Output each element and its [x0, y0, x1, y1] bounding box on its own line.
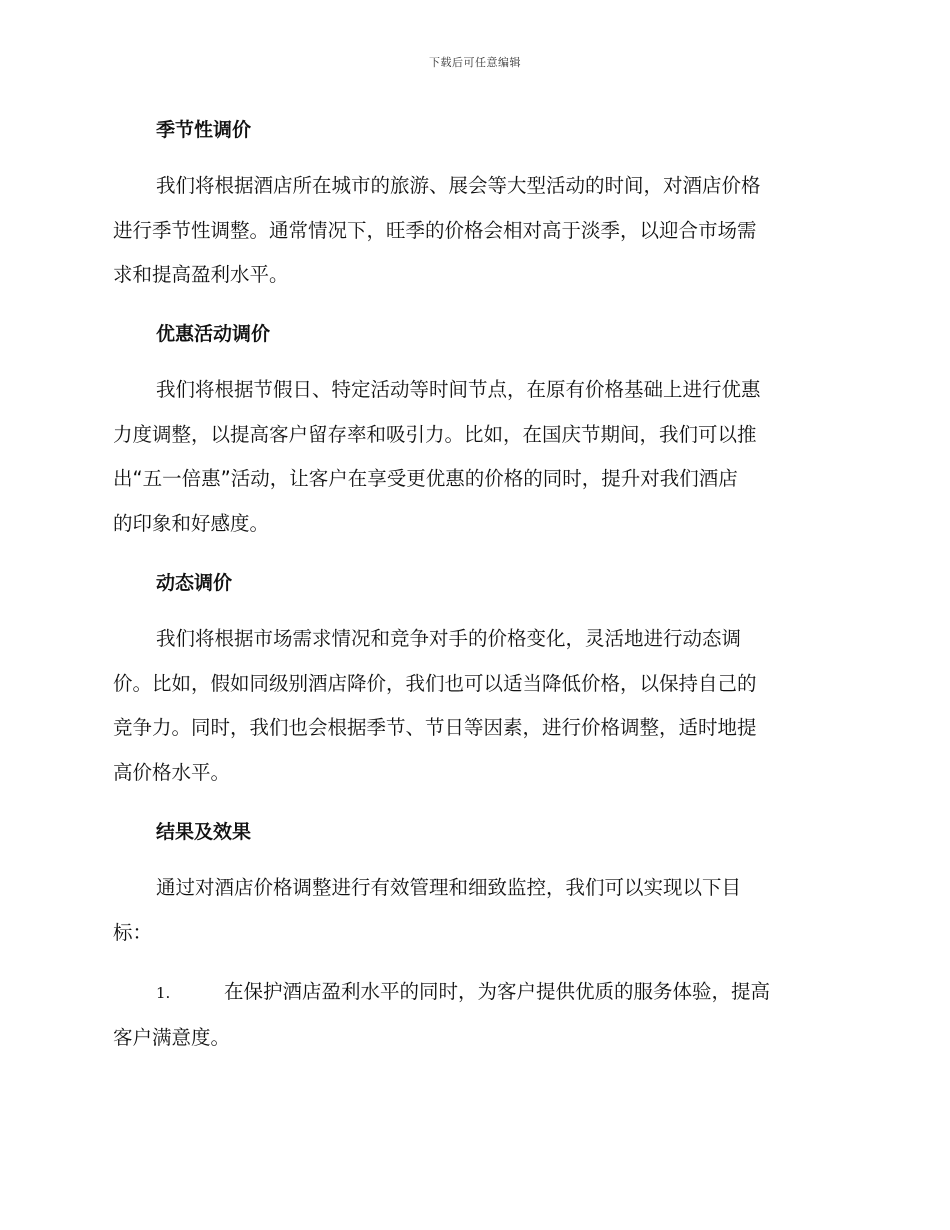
list-item-line: 客户满意度。 [113, 1025, 231, 1049]
paragraph-line: 我们将根据节假日、特定活动等时间节点，在原有价格基础上进行优惠 [156, 378, 761, 401]
list-item-text: 在保护酒店盈利水平的同时，为客户提供优质的服务体验，提高 [224, 980, 771, 1003]
paragraph-line: 力度调整，以提高客户留存率和吸引力。比如，在国庆节期间，我们可以推 [113, 422, 757, 446]
paragraph-line: 进行季节性调整。通常情况下，旺季的价格会相对高于淡季，以迎合市场需 [113, 218, 757, 242]
paragraph-line: 通过对酒店价格调整进行有效管理和细致监控，我们可以实现以下目 [156, 876, 742, 899]
section-paragraph-promotion [113, 368, 833, 546]
paragraph-line: 我们将根据酒店所在城市的旅游、展会等大型活动的时间，对酒店价格 [156, 174, 761, 197]
section-paragraph-dynamic [113, 617, 833, 795]
paragraph-line: 高价格水平。 [113, 760, 231, 784]
paragraph-line: 出“五一倍惠”活动，让客户在享受更优惠的价格的同时，提升对我们酒店 [113, 467, 738, 490]
section-heading-promotion: 优惠活动调价 [156, 323, 271, 345]
list-item-number: 1. [156, 984, 171, 1002]
section-heading-seasonal: 季节性调价 [156, 119, 252, 141]
section-paragraph-results [113, 866, 833, 955]
paragraph-line: 的印象和好感度。 [113, 511, 270, 535]
paragraph-line: 标： [113, 920, 153, 944]
section-heading-dynamic: 动态调价 [156, 572, 233, 594]
list-item-line [113, 970, 833, 1016]
list-item [113, 970, 833, 1060]
paragraph-line: 求和提高盈利水平。 [113, 263, 289, 286]
section-paragraph-seasonal [113, 164, 833, 298]
section-heading-results: 结果及效果 [156, 821, 252, 843]
paragraph-line: 价。比如，假如同级别酒店降价，我们也可以适当降低价格，以保持自己的 [113, 671, 757, 695]
paragraph-line: 我们将根据市场需求情况和竞争对手的价格变化，灵活地进行动态调 [156, 627, 742, 650]
page-header: 下载后可任意编辑 [429, 56, 521, 69]
paragraph-line: 竞争力。同时，我们也会根据季节、节日等因素，进行价格调整，适时地提 [113, 716, 757, 739]
